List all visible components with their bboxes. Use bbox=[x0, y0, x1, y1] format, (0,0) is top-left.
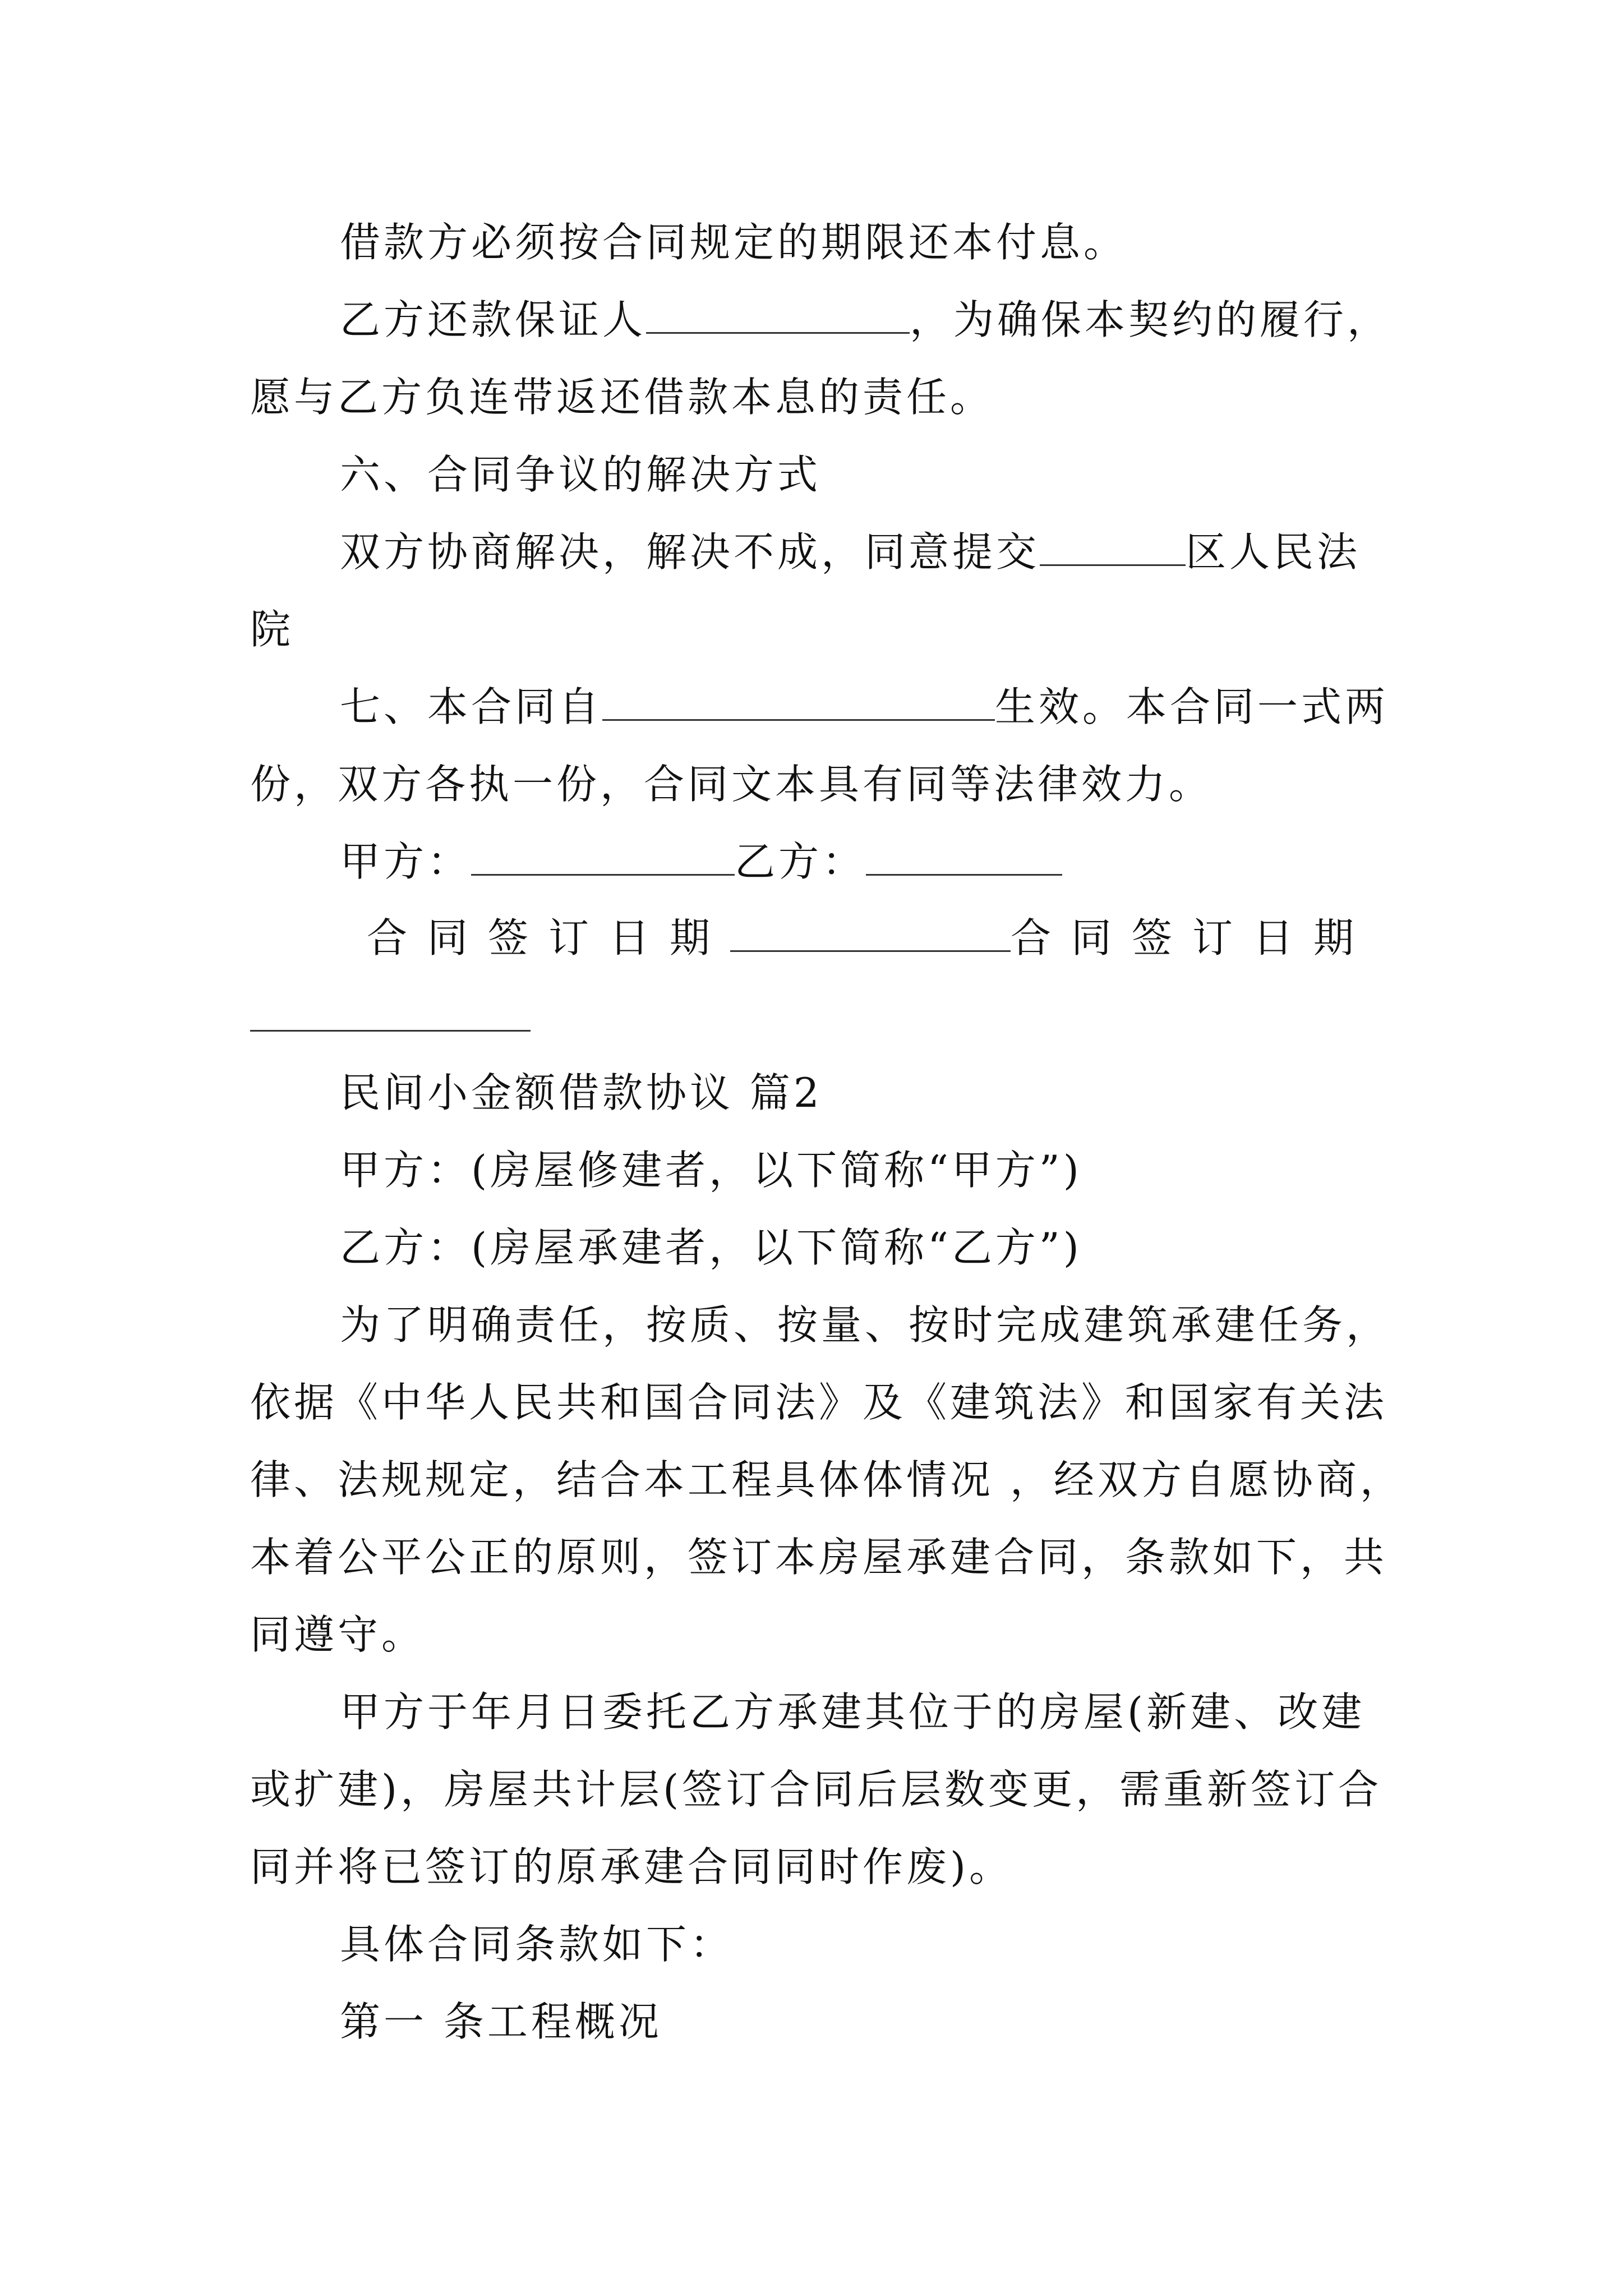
guarantor-blank[interactable] bbox=[646, 298, 910, 334]
paragraph-repayment: 借款方必须按合同规定的期限还本付息。 bbox=[340, 219, 1128, 266]
paragraph-guarantor-cont: 愿与乙方负连带返还借款本息的责任。 bbox=[250, 374, 994, 421]
paragraph-commission-3: 同并将已签订的原承建合同同时作废)。 bbox=[250, 1843, 1013, 1890]
paragraph-dispute-cont: 院 bbox=[250, 606, 294, 653]
section-heading-dispute: 六、合同争议的解决方式 bbox=[340, 451, 822, 498]
paragraph-intro-4: 本着公平公正的原则，签订本房屋承建合同，条款如下，共 bbox=[250, 1534, 1388, 1581]
court-district-blank[interactable] bbox=[1040, 531, 1186, 566]
agreement-title-2: 民间小金额借款协议 篇2 bbox=[340, 1069, 823, 1116]
article-1-heading: 第一 条工程概况 bbox=[340, 1998, 662, 2045]
signature-dates: 合同签订日期 合同签订日期 bbox=[367, 914, 1375, 961]
paragraph-effective-cont: 份，双方各执一份，合同文本具有同等法律效力。 bbox=[250, 761, 1213, 808]
paragraph-intro-1: 为了明确责任，按质、按量、按时完成建筑承建任务， bbox=[340, 1301, 1390, 1349]
effective-date-blank[interactable] bbox=[602, 685, 995, 721]
sign-date-b-blank[interactable] bbox=[250, 1030, 531, 1032]
paragraph-intro-3: 律、法规规定，结合本工程具体体情况 ，经双方自愿协商， bbox=[250, 1456, 1404, 1503]
paragraph-intro-2: 依据《中华人民共和国合同法》及《建筑法》和国家有关法 bbox=[250, 1379, 1388, 1426]
paragraph-commission-1: 甲方于年月日委托乙方承建其位于的房屋(新建、改建 bbox=[340, 1688, 1366, 1736]
party-b-signature-blank[interactable] bbox=[866, 840, 1062, 876]
paragraph-effective: 七、本合同自 生效。本合同一式两 bbox=[340, 683, 1389, 730]
terms-intro: 具体合同条款如下： bbox=[340, 1921, 734, 1968]
sign-date-a-blank[interactable] bbox=[730, 917, 1011, 952]
signature-parties: 甲方： 乙方： bbox=[340, 834, 1062, 890]
party-a-definition: 甲方：(房屋修建者，以下简称“甲方”) bbox=[340, 1147, 1082, 1194]
party-b-definition: 乙方：(房屋承建者，以下简称“乙方”) bbox=[340, 1224, 1082, 1271]
paragraph-dispute: 双方协商解决，解决不成，同意提交 区人民法 bbox=[340, 528, 1361, 576]
paragraph-guarantor: 乙方还款保证人 ，为确保本契约的履行， bbox=[340, 296, 1391, 343]
party-a-signature-blank[interactable] bbox=[471, 840, 735, 876]
paragraph-intro-5: 同遵守。 bbox=[250, 1611, 426, 1658]
paragraph-commission-2: 或扩建)，房屋共计层(签订合同后层数变更，需重新签订合 bbox=[250, 1766, 1382, 1813]
